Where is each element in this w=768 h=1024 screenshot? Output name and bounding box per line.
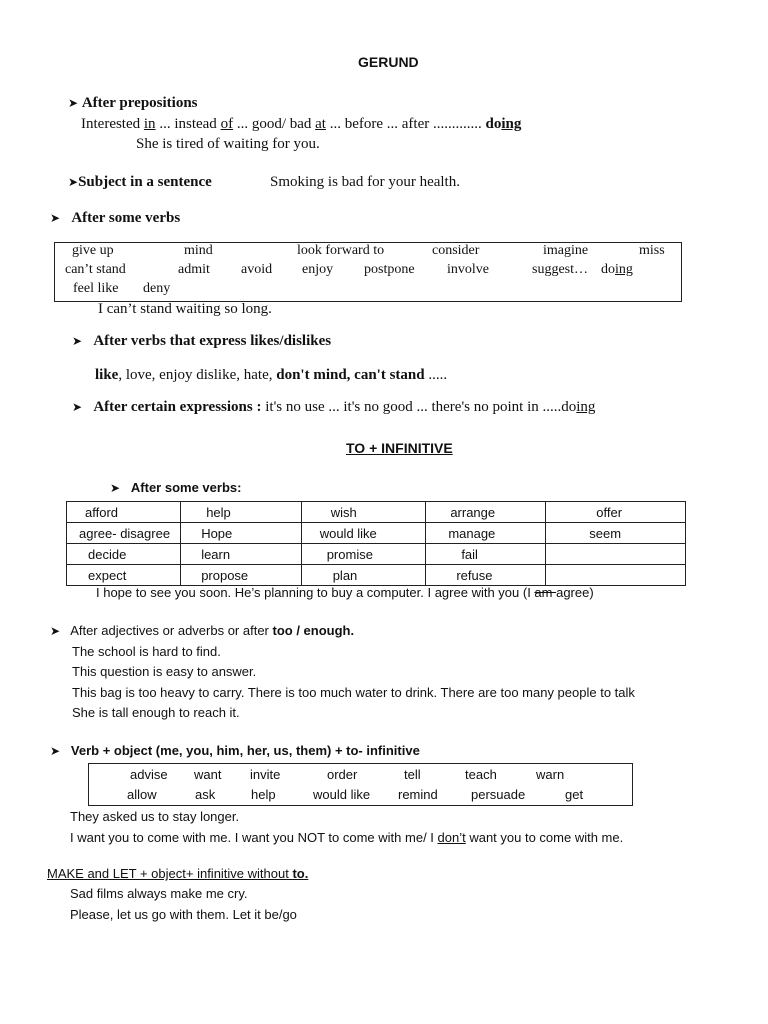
section-heading: After some verbs [71,210,181,226]
gerund-title: GERUND [358,54,419,70]
example-sentence: I hope to see you soon. He’s planning to buy a computer. I agree with you (I am agree) [96,585,594,600]
example-sentence: She is tall enough to reach it. [72,705,240,720]
example-sentence: Please, let us go with them. Let it be/go [70,907,297,922]
section-certain-expressions: ➤ After certain expressions : it's no use ... it's no good ... there's no point in .....doing [72,399,596,415]
infinitive-title: TO + INFINITIVE [346,440,453,456]
section-heading: After some verbs: [130,480,242,495]
section-verb-object [50,743,420,758]
infinitive-verbs-table [66,501,686,586]
section-make-let: MAKE and LET + object+ infinitive without to. [47,866,309,881]
example-sentence: She is tired of waiting for you. [136,136,320,152]
likes-line: like, love, enjoy dislike, hate, don't mind, can't stand ..... [95,367,448,383]
section-heading: Subject in a sentence [78,174,212,190]
section-after-some-verbs [50,210,180,227]
arrow-bullet-icon: ➤ [72,400,83,414]
arrow-bullet-icon: ➤ [72,334,83,348]
example-sentence: I can’t stand waiting so long. [98,301,272,317]
example-sentence: The school is hard to find. [72,644,221,659]
section-after-some-verbs-inf [110,480,241,495]
example-sentence: Smoking is bad for your health. [270,174,460,190]
example-sentence: Sad films always make me cry. [70,886,248,901]
table-row: afford help wish arrange offer [67,502,686,523]
table-row: agree- disagree Hope would like manage seem [67,523,686,544]
section-adjectives: ➤ After adjectives or adverbs or after too / enough. [50,623,355,638]
example-sentence: This bag is too heavy to carry. There is too much water to drink. There are too many people to talk [72,685,635,700]
arrow-bullet-icon: ➤ [50,624,61,638]
section-heading: MAKE and LET + object+ infinitive without [47,866,293,881]
section-heading: After verbs that express likes/dislikes [93,333,332,349]
arrow-bullet-icon: ➤ [68,96,79,110]
example-sentence: This question is easy to answer. [72,664,257,679]
arrow-bullet-icon: ➤ [50,744,61,758]
section-heading: After prepositions [81,95,198,111]
worksheet-page: GERUND ➤ After prepositions Interested in ... instead of ... good/ bad at ... before ... after ............. doing She is tired of waiting for you. ➤Subject in a sentence Smoking is bad for your health. ➤ After some verbs give up mind look forward to consider imagine miss can’t stand admit avoid enjoy postpone involve suggest… doing feel like deny I can’t stand waiting so long. ➤ After verbs that express likes/dislikes like, love, enjoy dislike, hate, don't mind, can't stand ..... ➤ After certain expressions : it's no use ... it's no good ... there's no point in .....doing TO + INFINITIVE ➤ After some verbs: afford help wish arrange offer agree- disagree Hope would like manage seem decide learn promise fail expect propose plan refuse I hope to see you soon. He’s planning to buy a computer. I agree with you (I am agree) ➤ After adjectives or adverbs or after too / enough. The school is hard to find. This question is easy to answer. This bag is too heavy to carry. There is too much water to drink. There are too many people to talk She is tall enough to reach it. ➤ Verb + object (me, you, him, her, us, them) + to- infinitive advise want invite order tell teach warn allow ask help would like remind persuade get They asked us to stay longer. I want you to come with me. I want you NOT to come with me/ I don’t want you to come with me. MAKE and LET + object+ infinitive without to. Sad films always make me cry. Please, let us go with them. Let it be/go [0,0,768,1024]
section-after-prepositions [68,95,198,112]
table-row: decide learn promise fail [67,544,686,565]
section-heading: After adjectives or adverbs or after [70,623,273,638]
section-heading: Verb + object (me, you, him, her, us, them) + to- infinitive [70,743,420,758]
example-sentence: I want you to come with me. I want you NOT to come with me/ I don’t want you to come with me. [70,830,624,845]
arrow-bullet-icon: ➤ [68,175,79,189]
section-subject [68,174,212,191]
section-heading: After certain expressions : [93,399,262,415]
arrow-bullet-icon: ➤ [50,211,61,225]
arrow-bullet-icon: ➤ [110,481,121,495]
prepositions-line: Interested in ... instead of ... good/ bad at ... before ... after ............. doing [81,116,522,132]
example-sentence: They asked us to stay longer. [70,809,240,824]
section-likes-dislikes [72,333,331,350]
table-row: expect propose plan refuse [67,565,686,586]
